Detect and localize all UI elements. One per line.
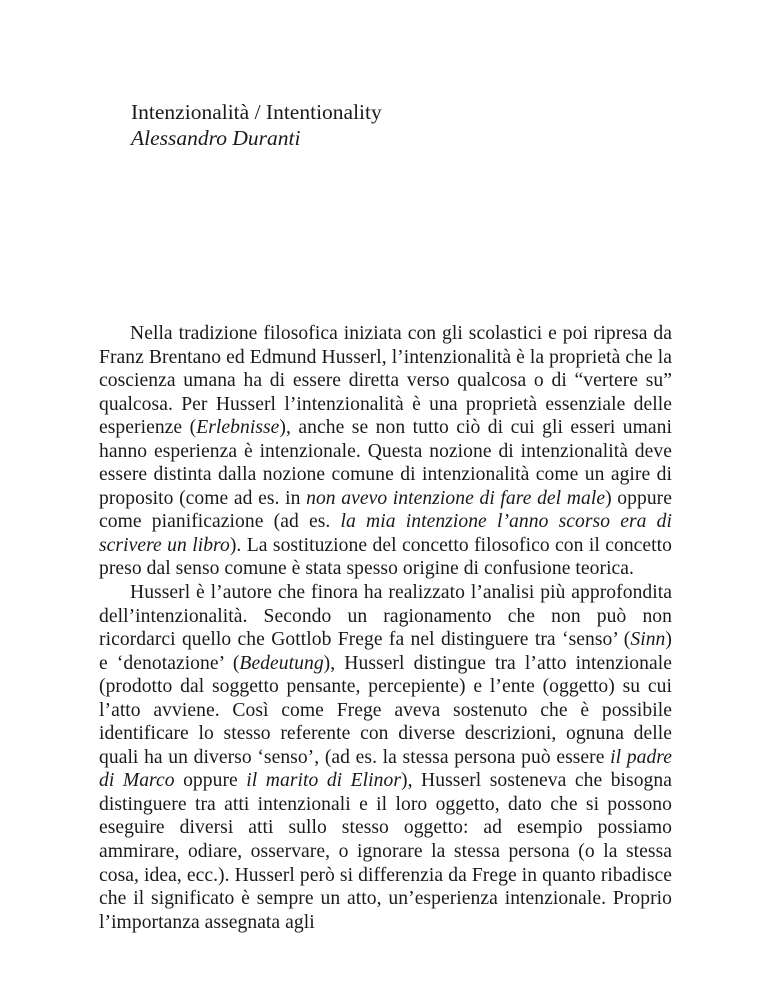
italic-example: non avevo intenzione di fare del male (306, 487, 606, 509)
italic-example: la mia intenzione l’anno scorso era di scrivere un libro (99, 511, 673, 556)
italic-term: Sinn (630, 629, 666, 651)
title-block (131, 99, 651, 151)
text-run: ) oppure come pianificazione (ad es. (99, 487, 672, 533)
paragraph-2 (99, 581, 672, 934)
italic-term: Bedeutung (239, 652, 324, 674)
text-run: ), anche se non tutto ciò di cui gli esseri umani hanno esperienza è intenzionale. Questa nozione di intenzionalità deve essere distinta dalla nozione comune di intenzionalità come un agire di proposito (come ad es. in (99, 417, 672, 509)
italic-example: il padre di Marco (99, 746, 673, 792)
text-run: ), Husserl sosteneva che bisogna distinguere tra atti intenzionali e il loro oggetto, dato che si possono eseguire diversi atti sullo stesso oggetto: ad esempio possiamo ammirare, odiare, osservare, o ignorare la stessa persona (o la stessa cosa, idea, ecc.). Husserl però si differenzia da Frege in quanto ribadisce che il significato è sempre un atto, un’esperienza intenzionale. Proprio l’importanza assegnata agli (99, 770, 672, 933)
text-run: ) e ‘denotazione’ ( (99, 629, 672, 674)
author-name: Alessandro Duranti (131, 126, 301, 150)
article-title: Intenzionalità / Intentionality (131, 100, 382, 124)
italic-example: il marito di Elinor (246, 770, 402, 792)
text-run: ). La sostituzione del concetto filosofico con il concetto preso dal senso comune è stata spesso origine di confusione teorica. (99, 534, 672, 580)
text-run: Husserl è l’autore che finora ha realizzato l’analisi più approfondita dell’intenzionalità. Secondo un ragionamento che non può non ricordarci quello che Gottlob Frege fa nel distinguere tra ‘senso’ ( (99, 582, 672, 651)
body-text (99, 322, 672, 934)
text-run: oppure (174, 770, 247, 792)
text-run: ), Husserl distingue tra l’atto intenzionale (prodotto dal soggetto pensante, percepiente) e l’ente (oggetto) su cui l’atto avviene. Così come Frege aveva sostenuto che è possibile identificare lo stesso referente con diverse descrizioni, ognuna delle quali ha un diverso ‘senso’, (ad es. la stessa persona può essere (99, 652, 672, 768)
text-run: Nella tradizione filosofica iniziata con gli scolastici e poi ripresa da Franz Brentano ed Edmund Husserl, l’intenzionalità è la proprietà che la coscienza umana ha di essere diretta verso qualcosa o di “vertere su” qualcosa. Per Husserl l’intenzionalità è una proprietà essenziale delle esperienze ( (99, 323, 672, 439)
paragraph-1 (99, 322, 672, 581)
italic-term: Erlebnisse (196, 417, 280, 439)
